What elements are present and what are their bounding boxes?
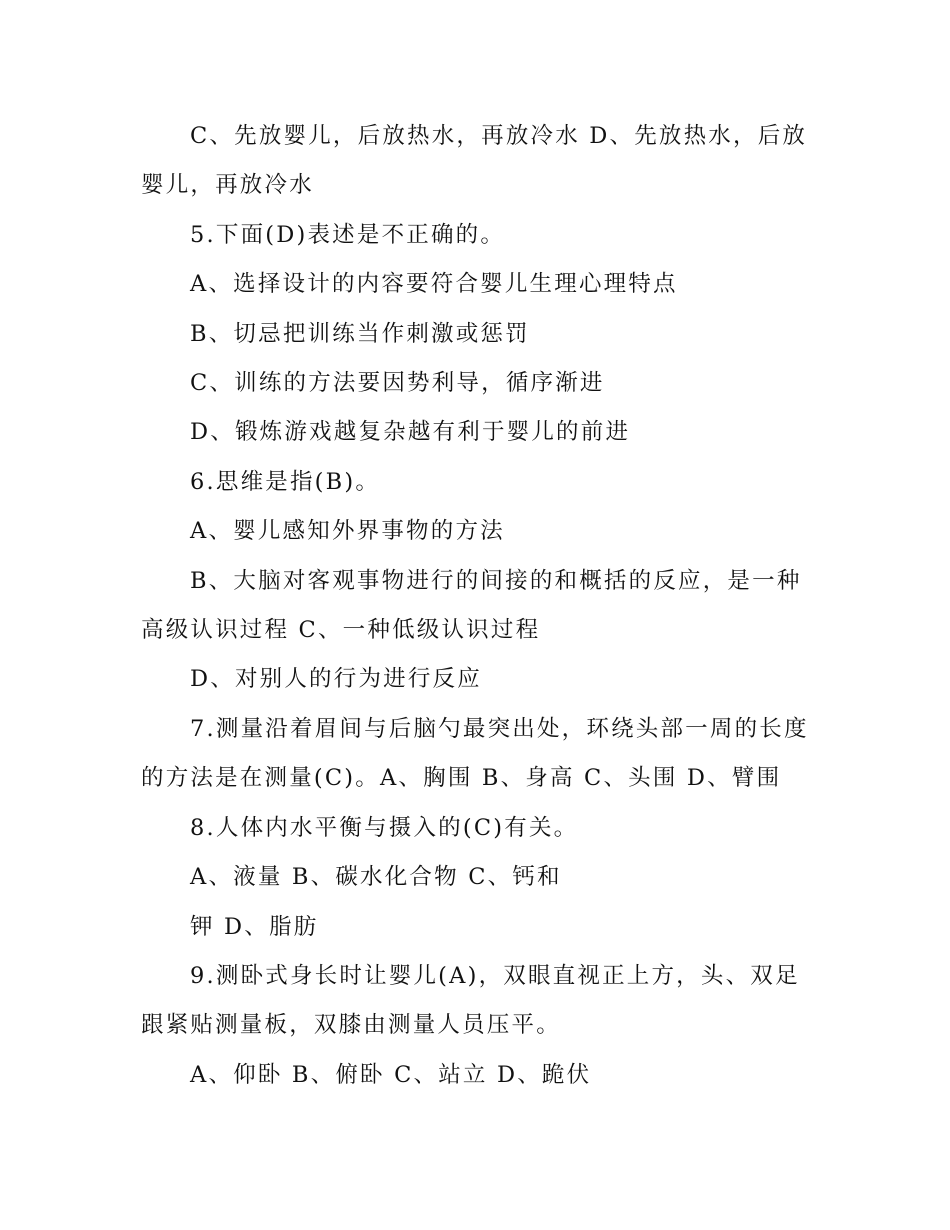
text-line: B、切忌把训练当作刺激或惩罚 [190,320,530,347]
text-line: A、选择设计的内容要符合婴儿生理心理特点 [190,271,678,298]
option-a-q6 [141,507,811,556]
option-d-q6 [141,655,811,704]
question-5 [141,211,811,260]
option-c-d-q4 [141,112,811,211]
option-a-q5 [141,260,811,309]
options-q8-part2 [141,903,811,952]
option-d-q5 [141,408,811,457]
text-line: 6.思维是指(B)。 [190,468,381,495]
text-line: 跟紧贴测量板，双膝由测量人员压平。 [141,1012,561,1039]
question-7 [141,705,811,804]
text-line: 7.测量沿着眉间与后脑勺最突出处，环绕头部一周的长度 [190,715,809,742]
document-body [141,112,811,1100]
text-line: C、先放婴儿，后放热水，再放冷水 D、先放热水，后放 [190,123,808,149]
question-8 [141,804,811,853]
question-6 [141,458,811,507]
options-q9 [141,1051,811,1100]
text-line: 婴儿，再放冷水 [141,172,314,199]
text-line: D、对别人的行为进行反应 [190,666,482,693]
text-line: 高级认识过程 C、一种低级认识过程 [141,617,541,644]
text-line: A、液量 B、碳水化合物 C、钙和 [190,864,562,891]
text-line: 8.人体内水平衡与摄入的(C)有关。 [190,814,579,841]
text-line: A、婴儿感知外界事物的方法 [190,518,505,545]
option-b-q5 [141,310,811,359]
text-line: C、训练的方法要因势利导，循序渐进 [190,370,605,397]
text-line: A、仰卧 B、俯卧 C、站立 D、跪伏 [190,1061,592,1088]
option-c-q5 [141,359,811,408]
question-9 [141,952,811,1051]
text-line: D、锻炼游戏越复杂越有利于婴儿的前进 [190,419,631,446]
text-line: 5.下面(D)表述是不正确的。 [190,221,506,248]
option-b-c-q6 [141,557,811,656]
text-line: B、大脑对客观事物进行的间接的和概括的反应，是一种 [190,567,802,594]
text-line: 钾 D、脂肪 [190,913,319,940]
text-line: 9.测卧式身长时让婴儿(A)，双眼直视正上方，头、双足 [190,962,800,989]
text-line: 的方法是在测量(C)。A、胸围 B、身高 C、头围 D、臂围 [141,765,782,792]
options-q8-part1 [141,853,811,902]
